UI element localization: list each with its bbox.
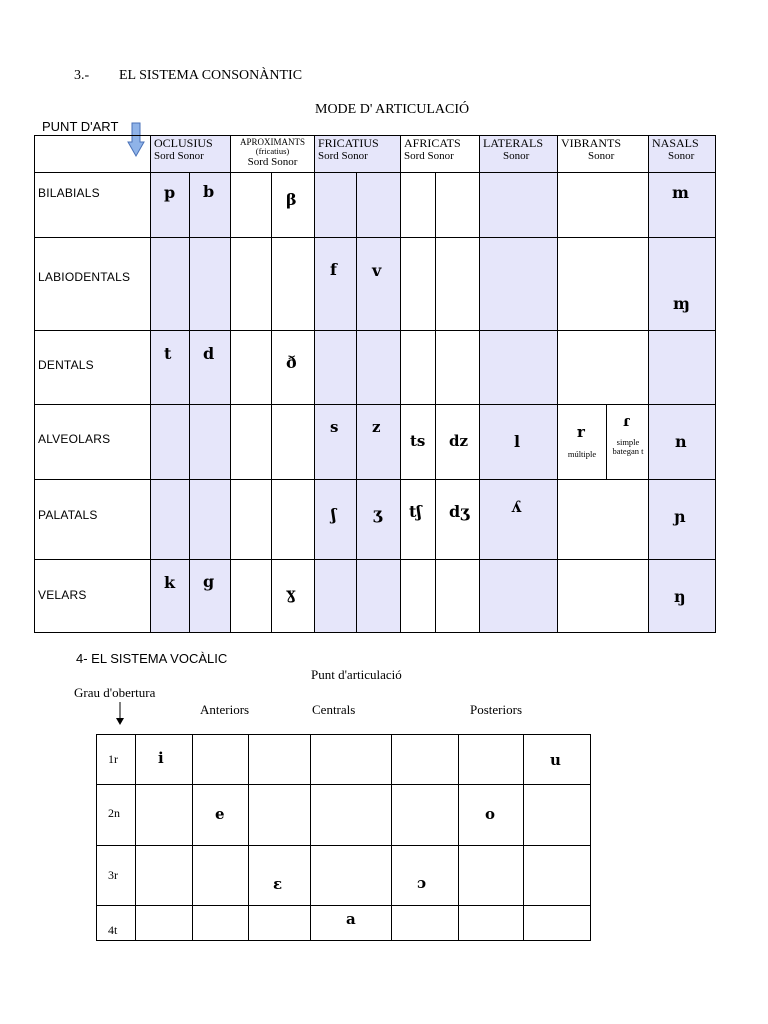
row-label-cell: [35, 560, 151, 633]
row-label-cell: [35, 331, 151, 405]
col-label-centrals: Centrals: [312, 702, 356, 717]
table-cell: [480, 480, 558, 560]
table-cell: [151, 405, 190, 480]
down-arrow-icon: [114, 702, 126, 726]
table-cell: [315, 238, 357, 331]
table-cell: [459, 735, 524, 785]
table-cell: [190, 480, 231, 560]
table-cell: [311, 785, 392, 846]
table-cell: [558, 405, 607, 480]
table-cell: [193, 846, 249, 906]
table-cell: [315, 173, 357, 238]
table-cell: [357, 173, 401, 238]
table-cell: [401, 173, 436, 238]
symbol-tesh: tʃ: [409, 502, 422, 521]
section4-title: 4- EL SISTEMA VOCÀLIC: [76, 651, 228, 666]
table-cell: [190, 405, 231, 480]
symbol-p: p: [164, 183, 176, 202]
table-cell: [558, 560, 649, 633]
symbol-ezh: ʒ: [373, 504, 383, 523]
table-cell: [151, 480, 190, 560]
symbol-z: z: [372, 418, 381, 436]
symbol-eth: ð: [286, 353, 297, 372]
row-label-cell: [35, 480, 151, 560]
table-cell: [311, 906, 392, 941]
vowel-u: u: [550, 751, 561, 769]
table-cell: [480, 560, 558, 633]
row-label-labiodentals: LABIODENTALS: [38, 270, 131, 284]
table-cell: [357, 238, 401, 331]
symbol-t: t: [164, 344, 172, 363]
table-cell: [190, 560, 231, 633]
table-cell: [649, 331, 716, 405]
table-cell: [558, 331, 649, 405]
table-cell: [649, 560, 716, 633]
header-aproximants: APROXIMANTS (fricatius) Sord Sonor: [231, 136, 315, 173]
vowel-row-label-cell: [97, 906, 136, 941]
table-cell: [392, 735, 459, 785]
symbol-m: m: [672, 183, 689, 202]
table-cell: [315, 560, 357, 633]
table-cell: [272, 173, 315, 238]
row-label-palatals: PALATALS: [38, 508, 98, 522]
table-cell: [392, 906, 459, 941]
table-cell: [524, 785, 591, 846]
table-cell: [231, 560, 272, 633]
header-vibrants: VIBRANTS Sonor: [558, 136, 649, 173]
section3-title: EL SISTEMA CONSONÀNTIC: [119, 68, 303, 83]
vowel-e: e: [215, 805, 225, 823]
table-cell: [480, 173, 558, 238]
table-cell: [136, 906, 193, 941]
table-cell: [193, 906, 249, 941]
table-cell: [558, 238, 649, 331]
table-cell: [151, 238, 190, 331]
table-cell: [480, 405, 558, 480]
symbol-n: n: [675, 432, 687, 451]
table-cell: [193, 785, 249, 846]
table-cell: [436, 238, 480, 331]
row-label-dentals: DENTALS: [38, 358, 94, 372]
table-cell: [249, 846, 311, 906]
vowel-o: o: [485, 805, 496, 823]
consonant-table: [34, 135, 716, 633]
grau-obertura-label: Grau d'obertura: [74, 685, 156, 700]
table-cell: [392, 785, 459, 846]
table-cell: [480, 331, 558, 405]
table-cell: [272, 331, 315, 405]
table-cell: [558, 480, 649, 560]
table-cell: [436, 173, 480, 238]
header-africats: AFRICATS Sord Sonor: [401, 136, 480, 173]
vowel-i: i: [158, 749, 164, 767]
vowel-row-label-cell: [97, 846, 136, 906]
table-cell: [401, 560, 436, 633]
table-cell: [315, 331, 357, 405]
table-cell: [436, 405, 480, 480]
symbol-l: l: [514, 432, 521, 451]
mode-title: MODE D' ARTICULACIÓ: [315, 102, 470, 117]
symbol-beta: β: [286, 190, 297, 209]
symbol-ts: ts: [410, 432, 426, 450]
row-label-bilabials: BILABIALS: [38, 186, 100, 200]
table-cell: [231, 331, 272, 405]
row-label-cell: [35, 238, 151, 331]
table-cell: [249, 906, 311, 941]
symbol-r-multiple: r: [577, 423, 585, 441]
table-cell: [607, 405, 649, 480]
header-laterals: LATERALS Sonor: [480, 136, 558, 173]
table-cell: [524, 846, 591, 906]
table-cell: [436, 560, 480, 633]
symbol-velar-nasal: ŋ: [674, 587, 686, 606]
row-label-cell: [35, 173, 151, 238]
symbol-k: k: [164, 573, 176, 592]
table-cell: [151, 173, 190, 238]
table-cell: [231, 405, 272, 480]
symbol-s: s: [330, 418, 339, 436]
symbol-dz: dz: [449, 432, 469, 450]
table-cell: [459, 906, 524, 941]
table-cell: [190, 173, 231, 238]
table-cell: [231, 238, 272, 331]
table-cell: [649, 405, 716, 480]
note-simple-bategant: simple bategan t: [612, 437, 644, 456]
symbol-labiodental-nasal: ɱ: [673, 294, 690, 313]
table-cell: [401, 405, 436, 480]
table-cell: [231, 173, 272, 238]
vowel-row-label-cell: [97, 735, 136, 785]
table-cell: [401, 238, 436, 331]
vowel-open-e: ɛ: [273, 875, 283, 893]
table-cell: [649, 480, 716, 560]
symbol-f: f: [330, 260, 337, 279]
table-cell: [357, 480, 401, 560]
vowel-table: [96, 734, 591, 941]
table-cell: [480, 238, 558, 331]
table-cell: [136, 735, 193, 785]
header-oclusius: OCLUSIUS Sord Sonor: [151, 136, 231, 173]
symbol-esh: ʃ: [331, 505, 337, 524]
table-cell: [249, 735, 311, 785]
table-cell: [401, 331, 436, 405]
table-cell: [436, 480, 480, 560]
table-cell: [649, 173, 716, 238]
col-label-posteriors: Posteriors: [470, 702, 522, 717]
punt-articulacio-label: PUNT D'ART: [42, 119, 119, 134]
table-cell: [357, 405, 401, 480]
section3-number: 3.-: [74, 68, 90, 83]
symbol-palatal-nasal: ɲ: [674, 507, 686, 526]
col-label-anteriors: Anteriors: [200, 702, 250, 717]
table-cell: [524, 735, 591, 785]
row-label-cell: [35, 405, 151, 480]
header-fricatius: FRICATIUS Sord Sonor: [315, 136, 401, 173]
table-cell: [436, 331, 480, 405]
table-cell: [315, 480, 357, 560]
table-cell: [459, 785, 524, 846]
vowel-a: a: [346, 910, 356, 928]
row-label-velars: VELARS: [38, 588, 87, 602]
table-cell: [193, 735, 249, 785]
table-cell: [136, 785, 193, 846]
table-cell: [558, 173, 649, 238]
symbol-g: g: [203, 572, 215, 591]
symbol-b: b: [203, 182, 215, 201]
table-cell: [272, 238, 315, 331]
table-cell: [231, 480, 272, 560]
table-cell: [151, 331, 190, 405]
symbol-palatal-lateral: ʎ: [511, 497, 522, 516]
table-cell: [272, 560, 315, 633]
vowel-open-o: ɔ: [417, 874, 427, 892]
table-cell: [401, 480, 436, 560]
symbol-d: d: [203, 344, 215, 363]
symbol-r-simple: ɾ: [623, 412, 630, 430]
table-cell: [357, 560, 401, 633]
table-cell: [190, 238, 231, 331]
row-label-3r: 3r: [108, 868, 118, 882]
table-cell: [649, 238, 716, 331]
table-cell: [249, 785, 311, 846]
table-cell: [315, 405, 357, 480]
table-cell: [311, 846, 392, 906]
vowel-punt-articulacio: Punt d'articulació: [311, 667, 402, 682]
vowel-row-label-cell: [97, 785, 136, 846]
table-cell: [459, 846, 524, 906]
header-nasals: NASALS Sonor: [649, 136, 716, 173]
symbol-dezh: dʒ: [449, 502, 470, 521]
table-cell: [357, 331, 401, 405]
note-multiple: múltiple: [567, 449, 597, 459]
table-cell: [392, 846, 459, 906]
table-cell: [311, 735, 392, 785]
table-cell: [272, 405, 315, 480]
row-label-alveolars: ALVEOLARS: [38, 432, 111, 446]
table-cell: [524, 906, 591, 941]
symbol-gamma: ɣ: [286, 584, 296, 603]
table-cell: [136, 846, 193, 906]
row-label-1r: 1r: [108, 752, 118, 766]
corner-cell: [35, 136, 151, 173]
row-label-4t: 4t: [108, 923, 118, 937]
row-label-2n: 2n: [108, 806, 120, 820]
table-cell: [272, 480, 315, 560]
symbol-v: v: [372, 261, 382, 280]
table-cell: [151, 560, 190, 633]
table-cell: [190, 331, 231, 405]
